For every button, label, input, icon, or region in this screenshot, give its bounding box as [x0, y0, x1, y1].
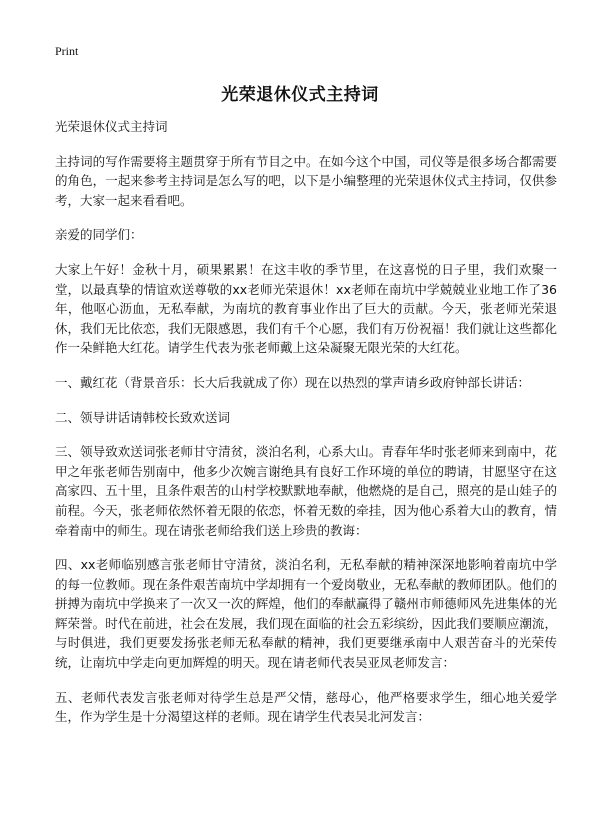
subtitle-paragraph: 光荣退休仪式主持词 [55, 119, 168, 134]
opening-paragraph: 大家上午好！金秋十月，硕果累累！在这丰收的季节里，在这喜悦的日子里，我们欢聚一堂，以最真挚的情谊欢送尊敬的xx老师光荣退休！xx老师在南坑中学兢兢业业地工作了36年，他呕心沥血，无私奉献，为南坑的教育事业作出了巨大的贡献。今天，张老师光荣退休，我们无比依恋，我们无限感恩，我们有千个心愿，我们有万份祝福！我们就让这些都化作一朵鲜艳大红花。请学生代表为张老师戴上这朵凝聚无限光荣的大红花。 [55, 261, 557, 356]
document-title: 光荣退休仪式主持词 [221, 85, 379, 105]
print-link[interactable]: Print [55, 44, 79, 58]
document-body [55, 117, 557, 742]
section-three-paragraph: 三、领导致欢送词张老师甘守清贫，淡泊名利，心系大山。青春年华时张老师来到南中，花甲之年张老师告别南中，他多少次婉言谢绝具有良好工作环境的单位的聘请，甘愿坚守在这高家四、五十里，且条件艰苦的山村学校默默地奉献，他燃烧的是自己，照亮的是山娃子的前程。今天，张老师依然怀着无限的依恋，怀着无数的牵挂，因为他心系着大山的教育，情牵着南中的师生。现在请张老师给我们送上珍贵的教诲： [55, 444, 557, 538]
section-one-paragraph: 一、戴红花（背景音乐：长大后我就成了你）现在以热烈的掌声请乡政府钟部长讲话： [55, 374, 531, 390]
intro-paragraph: 主持词的写作需要将主题贯穿于所有节目之中。在如今这个中国，司仪等是很多场合都需要的角色，一起来参考主持词是怎么写的吧，以下是小编整理的光荣退休仪式主持词，仅供参考，大家一起来看看吧。 [55, 153, 557, 208]
greeting-paragraph: 亲爱的同学们： [55, 227, 143, 243]
section-four-paragraph: 四、xx老师临别感言张老师甘守清贫，淡泊名利，无私奉献的精神深深地影响着南坑中学的每一位教师。现在条件艰苦南坑中学却拥有一个爱岗敬业，无私奉献的教师团队。他们的拼搏为南坑中学换来了一次又一次的辉煌，他们的奉献赢得了赣州市师德师风先进集体的光辉荣誉。时代在前进，社会在发展，我们现在面临的社会五彩缤纷，因此我们要顺应潮流，与时俱进，我们更要发扬张老师无私奉献的精神，我们更要继承南中人艰苦奋斗的光荣传统，让南坑中学走向更加辉煌的明天。现在请老师代表吴亚凤老师发言： [55, 557, 557, 671]
section-two-paragraph: 二、领导讲话请韩校长致欢送词 [55, 409, 231, 425]
section-five-paragraph: 五、老师代表发言张老师对待学生总是严父情，慈母心，他严格要求学生，细心地关爱学生，作为学生是十分渴望这样的老师。现在请学生代表吴北河发言： [55, 689, 557, 725]
